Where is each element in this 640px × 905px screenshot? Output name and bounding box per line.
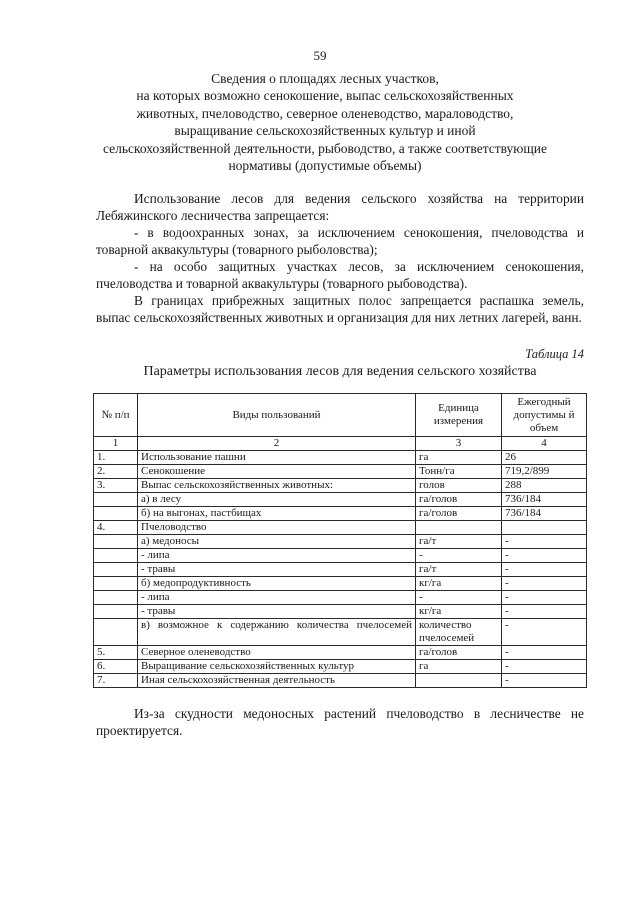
page-number: 59 bbox=[313, 48, 327, 63]
column-number: 1 bbox=[94, 437, 138, 451]
cell-unit: количество пчелосемей bbox=[416, 619, 502, 646]
cell-unit: кг/га bbox=[416, 605, 502, 619]
column-number: 4 bbox=[502, 437, 587, 451]
cell-number bbox=[94, 577, 138, 591]
paragraph: - в водоохранных зонах, за исключением сенокошения, пчеловодства и товарной аквакультуры (товарного рыболовства); bbox=[96, 225, 584, 257]
cell-type: Использование пашни bbox=[138, 451, 416, 465]
cell-unit bbox=[416, 674, 502, 688]
table-row bbox=[94, 660, 587, 674]
cell-type: б) на выгонах, пастбищах bbox=[138, 507, 416, 521]
cell-unit: га/голов bbox=[416, 507, 502, 521]
cell-number bbox=[94, 493, 138, 507]
table-row bbox=[94, 591, 587, 605]
cell-type: а) медоносы bbox=[138, 535, 416, 549]
cell-volume: - bbox=[502, 646, 587, 660]
cell-unit: га bbox=[416, 451, 502, 465]
heading-line: Сведения о площадях лесных участков, bbox=[211, 71, 439, 86]
paragraph: В границах прибрежных защитных полос запрещается распашка земель, выпас сельскохозяйственных животных и организация для них летних лагерей, ванн. bbox=[96, 293, 584, 325]
cell-volume: - bbox=[502, 619, 587, 646]
cell-unit: Тонн/га bbox=[416, 465, 502, 479]
cell-volume: 736/184 bbox=[502, 493, 587, 507]
cell-type: Пчеловодство bbox=[138, 521, 416, 535]
cell-number: 4. bbox=[94, 521, 138, 535]
cell-type bbox=[138, 619, 416, 646]
table-row bbox=[94, 507, 587, 521]
column-number: 3 bbox=[416, 437, 502, 451]
table-row bbox=[94, 493, 587, 507]
table-number-note: Таблица 14 bbox=[525, 347, 584, 361]
cell-type: - липа bbox=[138, 549, 416, 563]
table-row bbox=[94, 619, 587, 646]
cell-number bbox=[94, 549, 138, 563]
table-row bbox=[94, 465, 587, 479]
cell-number bbox=[94, 563, 138, 577]
cell-type: Иная сельскохозяйственная деятельность bbox=[138, 674, 416, 688]
table-row bbox=[94, 451, 587, 465]
cell-volume: - bbox=[502, 577, 587, 591]
table-row bbox=[94, 521, 587, 535]
table-row bbox=[94, 549, 587, 563]
table-row bbox=[94, 479, 587, 493]
cell-volume: - bbox=[502, 605, 587, 619]
paragraph: Использование лесов для ведения сельского хозяйства на территории Лебяжинского лесничества запрещается: bbox=[96, 191, 584, 223]
header-cell-number: № п/п bbox=[94, 394, 138, 437]
cell-type: - липа bbox=[138, 591, 416, 605]
cell-unit: га/голов bbox=[416, 493, 502, 507]
cell-unit: га/голов bbox=[416, 646, 502, 660]
cell-unit: голов bbox=[416, 479, 502, 493]
heading-line: выращивание сельскохозяйственных культур и иной bbox=[174, 123, 476, 139]
cell-volume: - bbox=[502, 535, 587, 549]
header-cell-type: Виды пользований bbox=[138, 394, 416, 437]
table-row bbox=[94, 563, 587, 577]
cell-volume: 288 bbox=[502, 479, 587, 493]
agriculture-parameters-table bbox=[93, 393, 587, 688]
cell-volume: - bbox=[502, 563, 587, 577]
cell-volume: - bbox=[502, 660, 587, 674]
cell-volume: - bbox=[502, 591, 587, 605]
table-row bbox=[94, 577, 587, 591]
cell-unit: га/т bbox=[416, 535, 502, 549]
table-row bbox=[94, 535, 587, 549]
cell-type: б) медопродуктивность bbox=[138, 577, 416, 591]
cell-volume: - bbox=[502, 674, 587, 688]
cell-number bbox=[94, 591, 138, 605]
cell-unit: - bbox=[416, 549, 502, 563]
header-cell-volume: Ежегодный допустимы й объем bbox=[502, 394, 587, 437]
paragraph: Из-за скудности медоносных растений пчеловодство в лесничестве не проектируется. bbox=[96, 706, 584, 738]
cell-number: 3. bbox=[94, 479, 138, 493]
table-row bbox=[94, 605, 587, 619]
cell-unit: кг/га bbox=[416, 577, 502, 591]
cell-type: Выращивание сельскохозяйственных культур bbox=[138, 660, 416, 674]
cell-number: 1. bbox=[94, 451, 138, 465]
cell-number bbox=[94, 605, 138, 619]
column-number: 2 bbox=[138, 437, 416, 451]
cell-unit bbox=[416, 521, 502, 535]
cell-type: - травы bbox=[138, 563, 416, 577]
cell-number bbox=[94, 507, 138, 521]
cell-number: 7. bbox=[94, 674, 138, 688]
cell-volume: 26 bbox=[502, 451, 587, 465]
cell-unit: га/т bbox=[416, 563, 502, 577]
cell-type: Выпас сельскохозяйственных животных: bbox=[138, 479, 416, 493]
cell-volume: - bbox=[502, 549, 587, 563]
cell-volume: 736/184 bbox=[502, 507, 587, 521]
cell-unit: га bbox=[416, 660, 502, 674]
table-row bbox=[94, 674, 587, 688]
heading-line: нормативы (допустимые объемы) bbox=[228, 158, 422, 174]
paragraph: - на особо защитных участках лесов, за исключением сенокошения, пчеловодства и товарной аквакультуры (товарного рыбоводства). bbox=[96, 259, 584, 291]
header-cell-unit: Единица измерения bbox=[416, 394, 502, 437]
closing-text bbox=[96, 705, 584, 739]
cell-number: 5. bbox=[94, 646, 138, 660]
cell-type: а) в лесу bbox=[138, 493, 416, 507]
cell-type-text: в) возможное к содержанию количества пчелосемей bbox=[141, 619, 412, 631]
section-heading bbox=[95, 70, 555, 174]
cell-unit: - bbox=[416, 591, 502, 605]
heading-line: на которых возможно сенокошение, выпас сельскохозяйственных bbox=[136, 88, 514, 104]
cell-type: Северное оленеводство bbox=[138, 646, 416, 660]
cell-volume bbox=[502, 521, 587, 535]
cell-number: 6. bbox=[94, 660, 138, 674]
table-header-row bbox=[94, 394, 587, 437]
table-row bbox=[94, 646, 587, 660]
heading-line: животных, пчеловодство, северное оленеводство, мараловодство, bbox=[136, 105, 514, 121]
table-caption: Параметры использования лесов для ведения сельского хозяйства bbox=[143, 364, 537, 379]
cell-number bbox=[94, 619, 138, 646]
cell-type: - травы bbox=[138, 605, 416, 619]
body-text bbox=[96, 190, 584, 326]
table-column-numbers-row bbox=[94, 437, 587, 451]
cell-number bbox=[94, 535, 138, 549]
cell-number: 2. bbox=[94, 465, 138, 479]
cell-type: Сенокошение bbox=[138, 465, 416, 479]
cell-volume: 719,2/899 bbox=[502, 465, 587, 479]
heading-line: сельскохозяйственной деятельности, рыбоводство, а также соответствующие bbox=[102, 140, 548, 156]
